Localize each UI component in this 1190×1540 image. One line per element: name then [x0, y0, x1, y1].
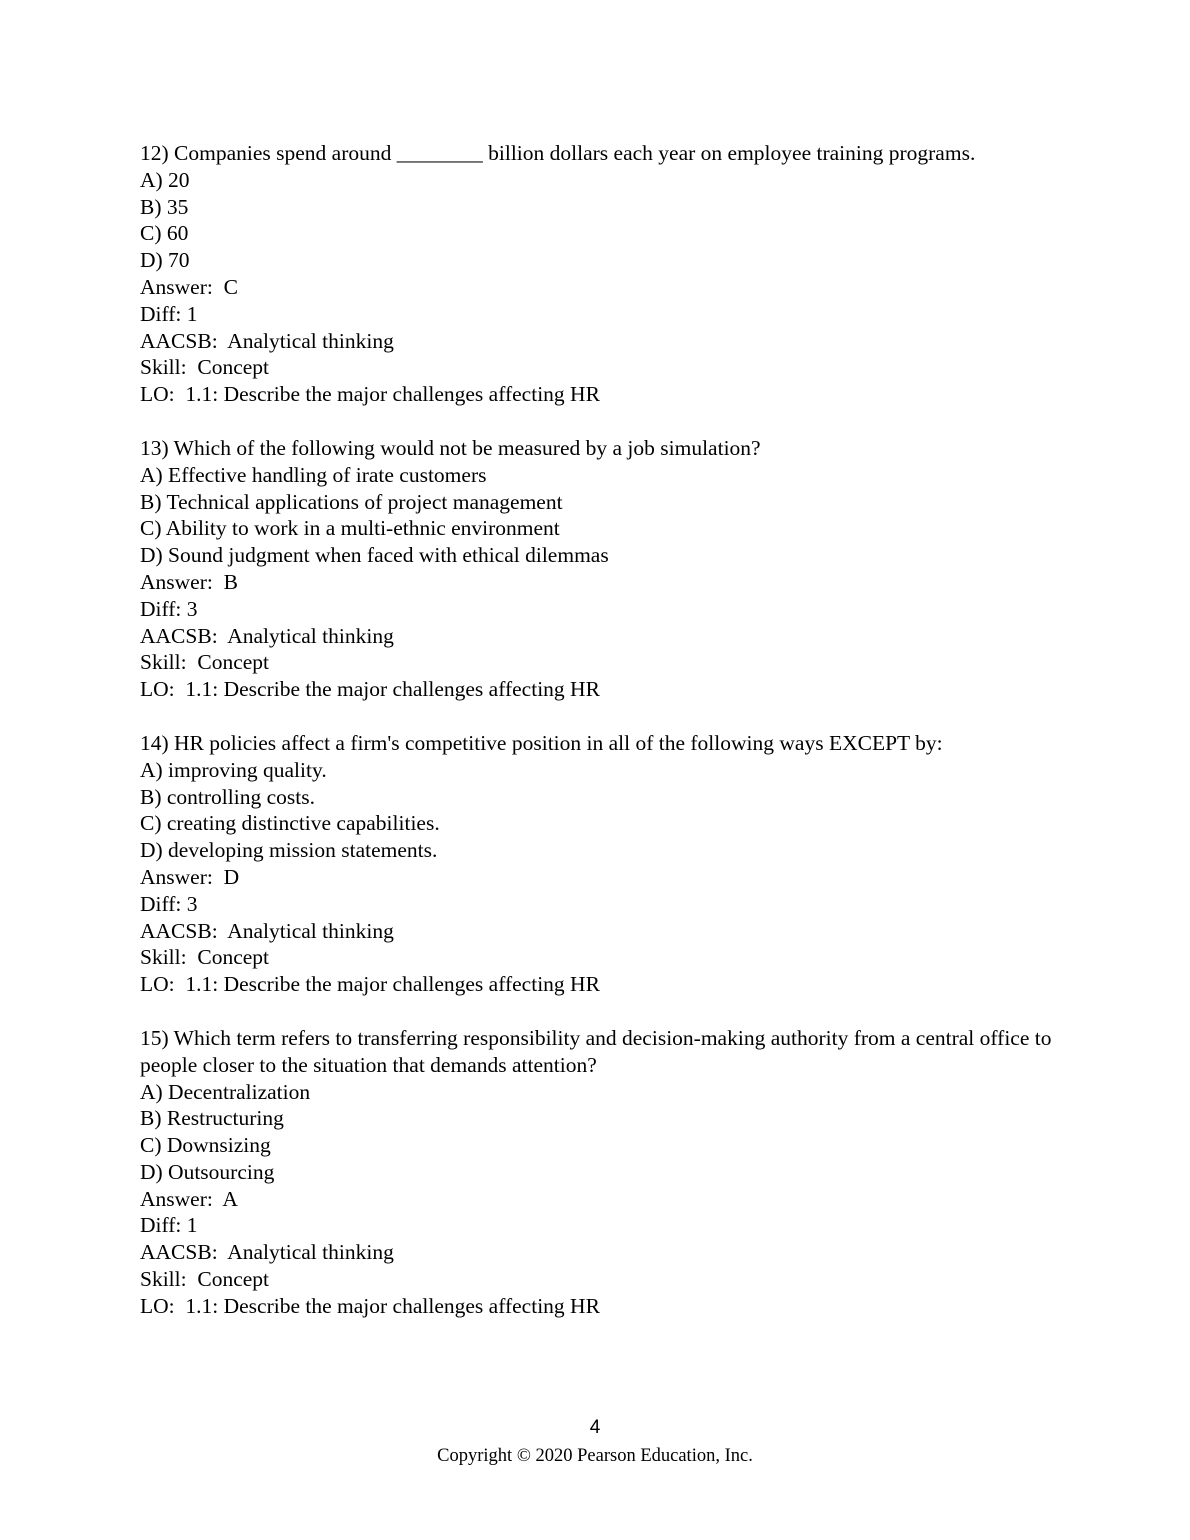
- difficulty-line: Diff: 3: [140, 891, 198, 916]
- question-stem: 12) Companies spend around ________ billion dollars each year on employee training programs.: [140, 141, 976, 165]
- question-block: [140, 435, 1070, 703]
- option-b: B) Technical applications of project management: [140, 489, 563, 514]
- answer-line: Answer: C: [140, 274, 238, 299]
- aacsb-line: AACSB: Analytical thinking: [140, 328, 394, 353]
- skill-line: Skill: Concept: [140, 355, 269, 380]
- option-a: A) Decentralization: [140, 1079, 311, 1104]
- question-stem: 14) HR policies affect a firm's competitive position in all of the following ways EXCEPT by:: [140, 730, 943, 755]
- learning-objective-line: LO: 1.1: Describe the major challenges affecting HR: [140, 972, 600, 997]
- learning-objective-line: LO: 1.1: Describe the major challenges affecting HR: [140, 382, 600, 407]
- aacsb-line: AACSB: Analytical thinking: [140, 1240, 394, 1265]
- option-c: C) creating distinctive capabilities.: [140, 811, 440, 836]
- learning-objective-line: LO: 1.1: Describe the major challenges affecting HR: [140, 1293, 600, 1318]
- aacsb-line: AACSB: Analytical thinking: [140, 623, 394, 648]
- question-block: [140, 730, 1070, 998]
- option-a: A) 20: [140, 167, 190, 192]
- option-d: D) Outsourcing: [140, 1159, 275, 1184]
- aacsb-line: AACSB: Analytical thinking: [140, 918, 394, 943]
- option-b: B) Restructuring: [140, 1106, 284, 1131]
- option-d: D) Sound judgment when faced with ethical dilemmas: [140, 543, 609, 568]
- question-block: [140, 1025, 1070, 1320]
- copyright-notice: Copyright © 2020 Pearson Education, Inc.: [437, 1446, 753, 1466]
- option-d: D) 70: [140, 248, 190, 273]
- question-stem: 15) Which term refers to transferring responsibility and decision-making authority from a central office to people closer to the situation that demands attention?: [140, 1025, 1057, 1077]
- option-a: A) Effective handling of irate customers: [140, 462, 487, 487]
- option-a: A) improving quality.: [140, 757, 327, 782]
- answer-line: Answer: D: [140, 864, 240, 889]
- answer-line: Answer: B: [140, 569, 238, 594]
- skill-line: Skill: Concept: [140, 945, 269, 970]
- question-list: [140, 140, 1070, 1347]
- option-b: B) 35: [140, 194, 189, 219]
- answer-line: Answer: A: [140, 1186, 238, 1211]
- difficulty-line: Diff: 3: [140, 596, 198, 621]
- skill-line: Skill: Concept: [140, 1267, 269, 1292]
- page-number: 4: [589, 1417, 601, 1438]
- learning-objective-line: LO: 1.1: Describe the major challenges affecting HR: [140, 677, 600, 702]
- option-c: C) 60: [140, 221, 189, 246]
- option-c: C) Ability to work in a multi-ethnic environment: [140, 516, 560, 541]
- option-c: C) Downsizing: [140, 1133, 271, 1158]
- difficulty-line: Diff: 1: [140, 301, 198, 326]
- option-b: B) controlling costs.: [140, 784, 315, 809]
- option-d: D) developing mission statements.: [140, 838, 438, 863]
- question-stem: 13) Which of the following would not be measured by a job simulation?: [140, 435, 761, 460]
- difficulty-line: Diff: 1: [140, 1213, 198, 1238]
- question-block: [140, 140, 1070, 408]
- skill-line: Skill: Concept: [140, 650, 269, 675]
